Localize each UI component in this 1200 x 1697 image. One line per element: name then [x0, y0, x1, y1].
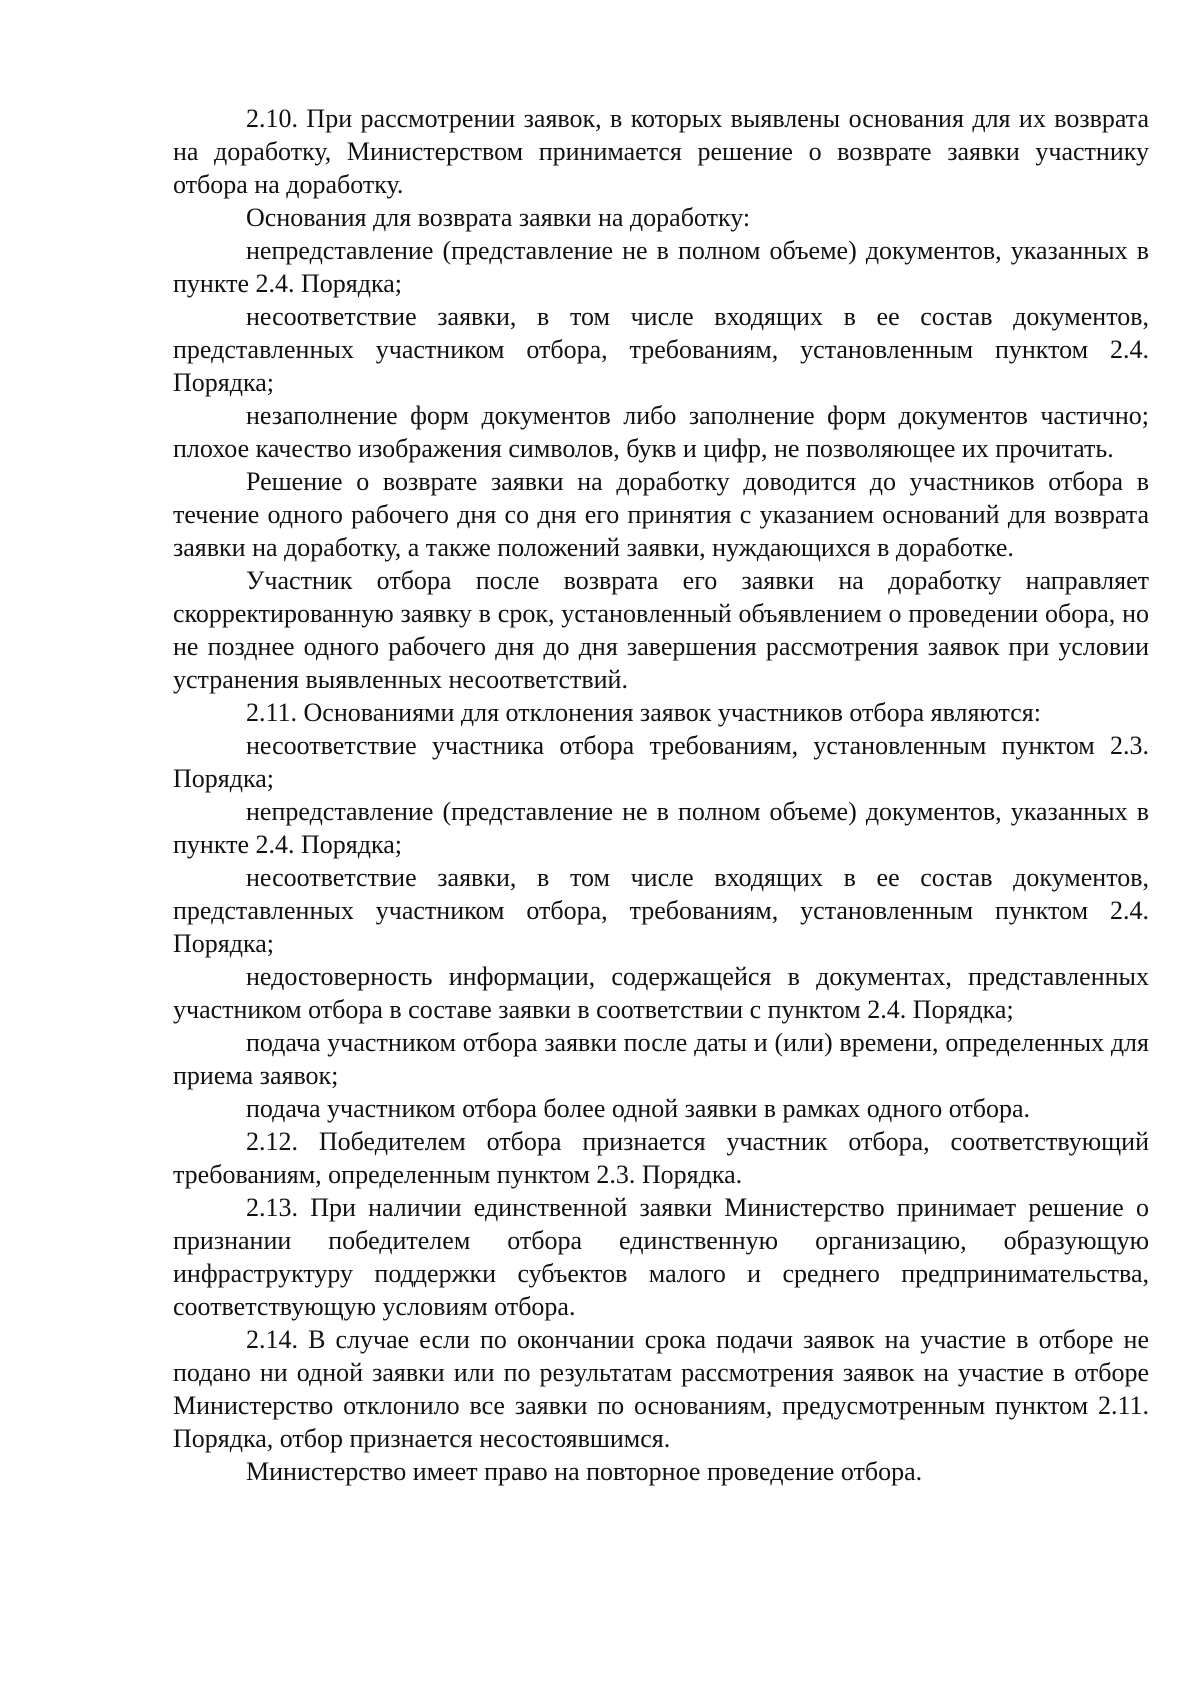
paragraph-rejection-ground-2: непредставление (представление не в полном объеме) документов, указанных в пункте 2.4. Порядка; [173, 797, 1149, 859]
paragraph-2-13: 2.13. При наличии единственной заявки Министерство принимает решение о признании победителем отбора единственную организацию, образующую инфраструктуру поддержки субъектов малого и среднего предпринимательства, соответствующую условиям отбора. [173, 1193, 1149, 1321]
paragraph-rejection-ground-3: несоответствие заявки, в том числе входящих в ее состав документов, представленных участником отбора, требованиям, установленным пунктом 2.4. Порядка; [173, 863, 1149, 958]
paragraph-rejection-ground-1: несоответствие участника отбора требованиям, установленным пунктом 2.3. Порядка; [173, 731, 1149, 793]
paragraph-2-14: 2.14. В случае если по окончании срока подачи заявок на участие в отборе не подано ни одной заявки или по результатам рассмотрения заявок на участие в отборе Министерство отклонило все заявки по основаниям, предусмотренным пунктом 2.11. Порядка, отбор признается несостоявшимся. [173, 1325, 1149, 1453]
paragraph-rejection-ground-5: подача участником отбора заявки после даты и (или) времени, определенных для приема заявок; [173, 1028, 1149, 1090]
paragraph-2-11: 2.11. Основаниями для отклонения заявок участников отбора являются: [246, 698, 1041, 727]
paragraph-return-ground-3: незаполнение форм документов либо заполнение форм документов частично; плохое качество изображения символов, букв и цифр, не позволяющее их прочитать. [173, 401, 1149, 463]
paragraph-return-grounds-heading: Основания для возврата заявки на доработку: [246, 203, 751, 232]
paragraph-return-decision: Решение о возврате заявки на доработку доводится до участников отбора в течение одного рабочего дня со дня его принятия с указанием оснований для возврата заявки на доработку, а также положений заявки, нуждающихся в доработке. [173, 467, 1149, 562]
paragraph-return-ground-2: несоответствие заявки, в том числе входящих в ее состав документов, представленных участником отбора, требованиям, установленным пунктом 2.4. Порядка; [173, 302, 1149, 397]
paragraph-return-ground-1: непредставление (представление не в полном объеме) документов, указанных в пункте 2.4. Порядка; [173, 236, 1149, 298]
paragraph-rejection-ground-6: подача участником отбора более одной заявки в рамках одного отбора. [246, 1094, 1030, 1123]
document-page [173, 102, 1149, 1488]
paragraph-rejection-ground-4: недостоверность информации, содержащейся в документах, представленных участником отбора в составе заявки в соответствии с пунктом 2.4. Порядка; [173, 962, 1149, 1024]
paragraph-resubmission: Участник отбора после возврата его заявки на доработку направляет скорректированную заявку в срок, установленный объявлением о проведении обора, но не позднее одного рабочего дня до дня завершения рассмотрения заявок при условии устранения выявленных несоответствий. [173, 566, 1149, 694]
paragraph-repeat-selection: Министерство имеет право на повторное проведение отбора. [246, 1457, 923, 1486]
paragraph-2-12: 2.12. Победителем отбора признается участник отбора, соответствующий требованиям, определенным пунктом 2.3. Порядка. [173, 1127, 1149, 1189]
paragraph-2-10: 2.10. При рассмотрении заявок, в которых выявлены основания для их возврата на доработку, Министерством принимается решение о возврате заявки участнику отбора на доработку. [173, 104, 1149, 199]
